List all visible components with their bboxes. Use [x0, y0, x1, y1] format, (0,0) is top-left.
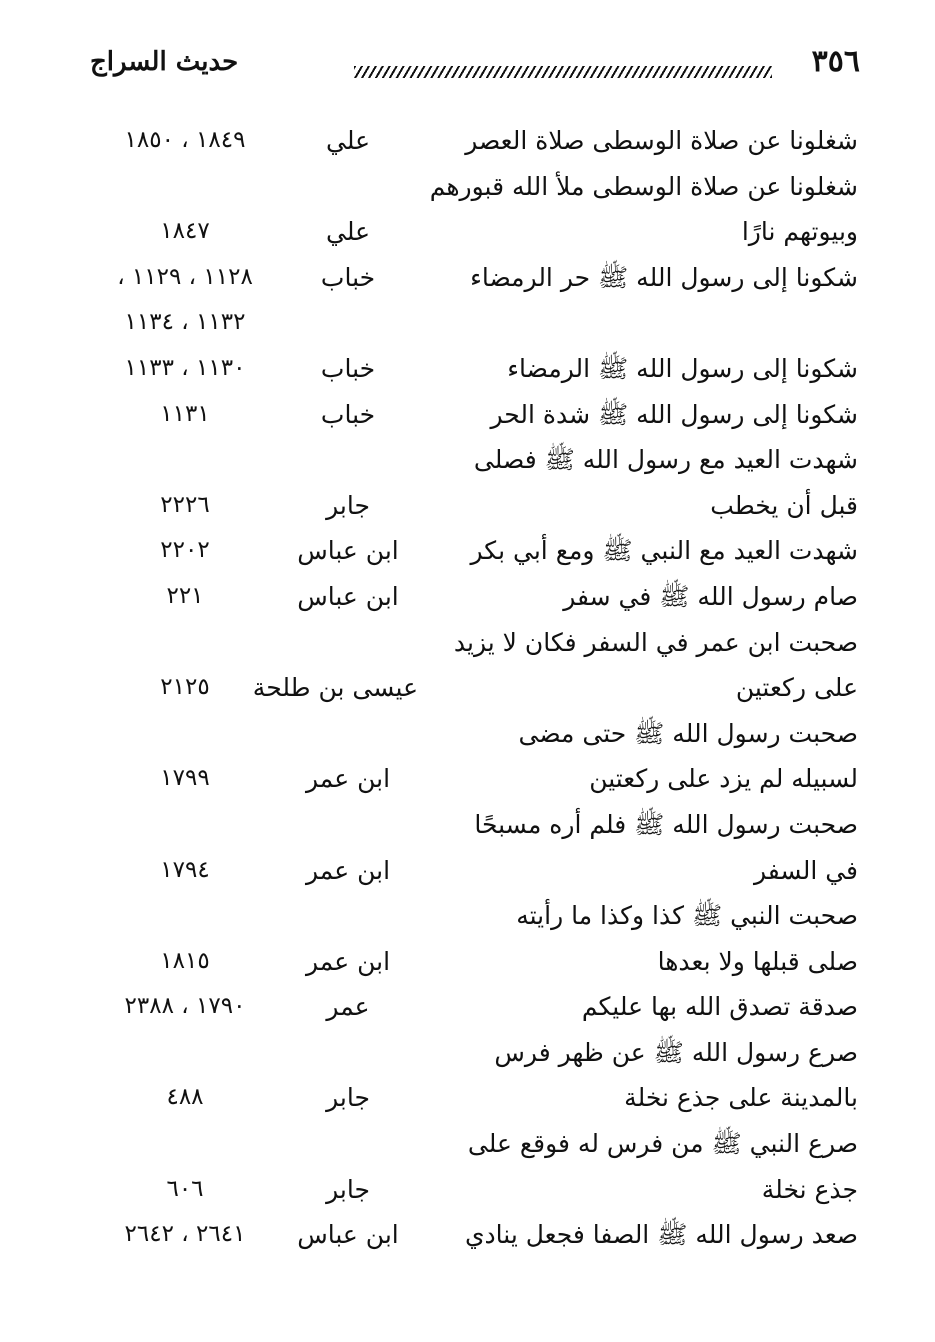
index-row	[100, 1212, 858, 1258]
index-row	[100, 483, 858, 529]
index-row	[100, 528, 858, 574]
index-row	[100, 665, 858, 711]
index-row	[100, 1167, 858, 1213]
hadith-text: على ركعتين	[735, 673, 858, 703]
hadith-numbers: ٤٨٨	[166, 1084, 204, 1111]
narrator-name: خباب	[320, 262, 376, 292]
narrator-name: خباب	[320, 353, 376, 383]
hadith-text: لسبيله لم يزد على ركعتين	[589, 764, 858, 794]
index-row	[100, 984, 858, 1030]
hadith-text: شغلونا عن صلاة الوسطى صلاة العصر	[465, 126, 858, 155]
index-row	[100, 118, 858, 164]
hadith-text: صحبت ابن عمر في السفر فكان لا يزيد	[453, 627, 858, 657]
index-row	[100, 255, 858, 301]
hadith-text: شهدت العيد مع النبي ﷺ ومع أبي بكر	[470, 536, 858, 566]
narrator-name: خباب	[320, 399, 376, 429]
hadith-text: شكونا إلى رسول الله ﷺ شدة الحر	[490, 399, 858, 429]
index-row	[100, 574, 858, 620]
index-row	[100, 756, 858, 802]
narrator-name: ابن عمر	[305, 946, 391, 976]
hadith-text: صدقة تصدق الله بها عليكم	[581, 992, 858, 1022]
hadith-text: وبيوتهم نارًا	[741, 217, 858, 247]
hadith-numbers: ١٧٩٤	[160, 856, 210, 883]
hadith-text: قبل أن يخطب	[710, 490, 858, 520]
hadith-text: صحبت رسول الله ﷺ حتى مضى	[518, 718, 858, 748]
index-row	[100, 437, 858, 483]
hadith-numbers: ٢١٢٥	[160, 674, 210, 701]
hadith-index-table	[100, 118, 858, 1258]
narrator-name: جابر	[326, 1083, 370, 1113]
hadith-numbers: ١٧٩٠ ، ٢٣٨٨	[124, 993, 246, 1020]
hadith-text: صرع رسول الله ﷺ عن ظهر فرس	[494, 1037, 858, 1067]
index-row	[100, 620, 858, 666]
index-row	[100, 848, 858, 894]
index-row	[100, 1121, 858, 1167]
header-rule	[354, 66, 772, 78]
page-number: ٣٥٦	[811, 44, 860, 79]
index-row	[100, 209, 858, 255]
index-row	[100, 802, 858, 848]
hadith-text: بالمدينة على جذع نخلة	[624, 1083, 858, 1113]
hadith-numbers: ١٨٤٩ ، ١٨٥٠	[124, 127, 246, 153]
hadith-numbers: ٢٢٢٦	[160, 491, 210, 518]
index-row	[100, 164, 858, 210]
narrator-name: جابر	[326, 1174, 370, 1204]
page-header	[90, 42, 860, 92]
hadith-numbers: ١١٣١	[160, 400, 210, 427]
hadith-text: صحبت رسول الله ﷺ فلم أره مسبحًا	[474, 809, 858, 839]
narrator-name: ابن عباس	[297, 1220, 399, 1250]
narrator-name: ابن عباس	[297, 581, 399, 611]
hadith-text: صرع النبي ﷺ من فرس له فوقع على	[467, 1129, 858, 1159]
narrator-name: ابن عباس	[297, 536, 399, 566]
hadith-numbers: ١١٢٨ ، ١١٢٩ ،	[117, 263, 253, 290]
hadith-text: شهدت العيد مع رسول الله ﷺ فصلى	[473, 445, 858, 475]
hadith-text: في السفر	[753, 855, 858, 885]
hadith-numbers: ٢٢٠٢	[160, 537, 210, 564]
running-title: حديث السراج	[90, 47, 239, 77]
narrator-name: علي	[325, 217, 371, 247]
index-row	[100, 1075, 858, 1121]
hadith-text: صلى قبلها ولا بعدها	[657, 946, 858, 976]
narrator-name: ابن عمر	[305, 855, 391, 885]
narrator-name: علي	[325, 126, 371, 155]
hadith-numbers: ٦٠٦	[166, 1175, 204, 1202]
narrator-name: عيسى بن طلحة	[252, 673, 418, 703]
narrator-name: جابر	[326, 490, 370, 520]
index-row	[100, 392, 858, 438]
narrator-name: عمر	[326, 992, 370, 1022]
hadith-numbers: ١٧٩٩	[160, 765, 210, 792]
index-row	[100, 1030, 858, 1076]
hadith-text: صعد رسول الله ﷺ الصفا فجعل ينادي	[464, 1220, 858, 1250]
index-row	[100, 711, 858, 757]
narrator-name: ابن عمر	[305, 764, 391, 794]
hadith-numbers: ١١٣٠ ، ١١٣٣	[124, 354, 246, 381]
index-row	[100, 939, 858, 985]
hadith-numbers: ١١٣٢ ، ١١٣٤	[124, 309, 246, 336]
index-row	[100, 893, 858, 939]
hadith-text: جذع نخلة	[761, 1174, 858, 1204]
hadith-text: شكونا إلى رسول الله ﷺ حر الرمضاء	[470, 262, 858, 292]
hadith-numbers: ١٨٤٧	[160, 218, 210, 245]
hadith-text: صام رسول الله ﷺ في سفر	[563, 581, 858, 611]
hadith-text: شكونا إلى رسول الله ﷺ الرمضاء	[507, 353, 858, 383]
hadith-numbers: ٢٦٤١ ، ٢٦٤٢	[124, 1221, 246, 1248]
hadith-numbers: ٢٢١	[166, 582, 204, 609]
index-row	[100, 346, 858, 392]
hadith-text: شغلونا عن صلاة الوسطى ملأ الله قبورهم	[429, 171, 858, 201]
hadith-text: صحبت النبي ﷺ كذا وكذا ما رأيته	[516, 901, 858, 931]
hadith-numbers: ١٨١٥	[160, 947, 210, 974]
index-row	[100, 300, 858, 346]
